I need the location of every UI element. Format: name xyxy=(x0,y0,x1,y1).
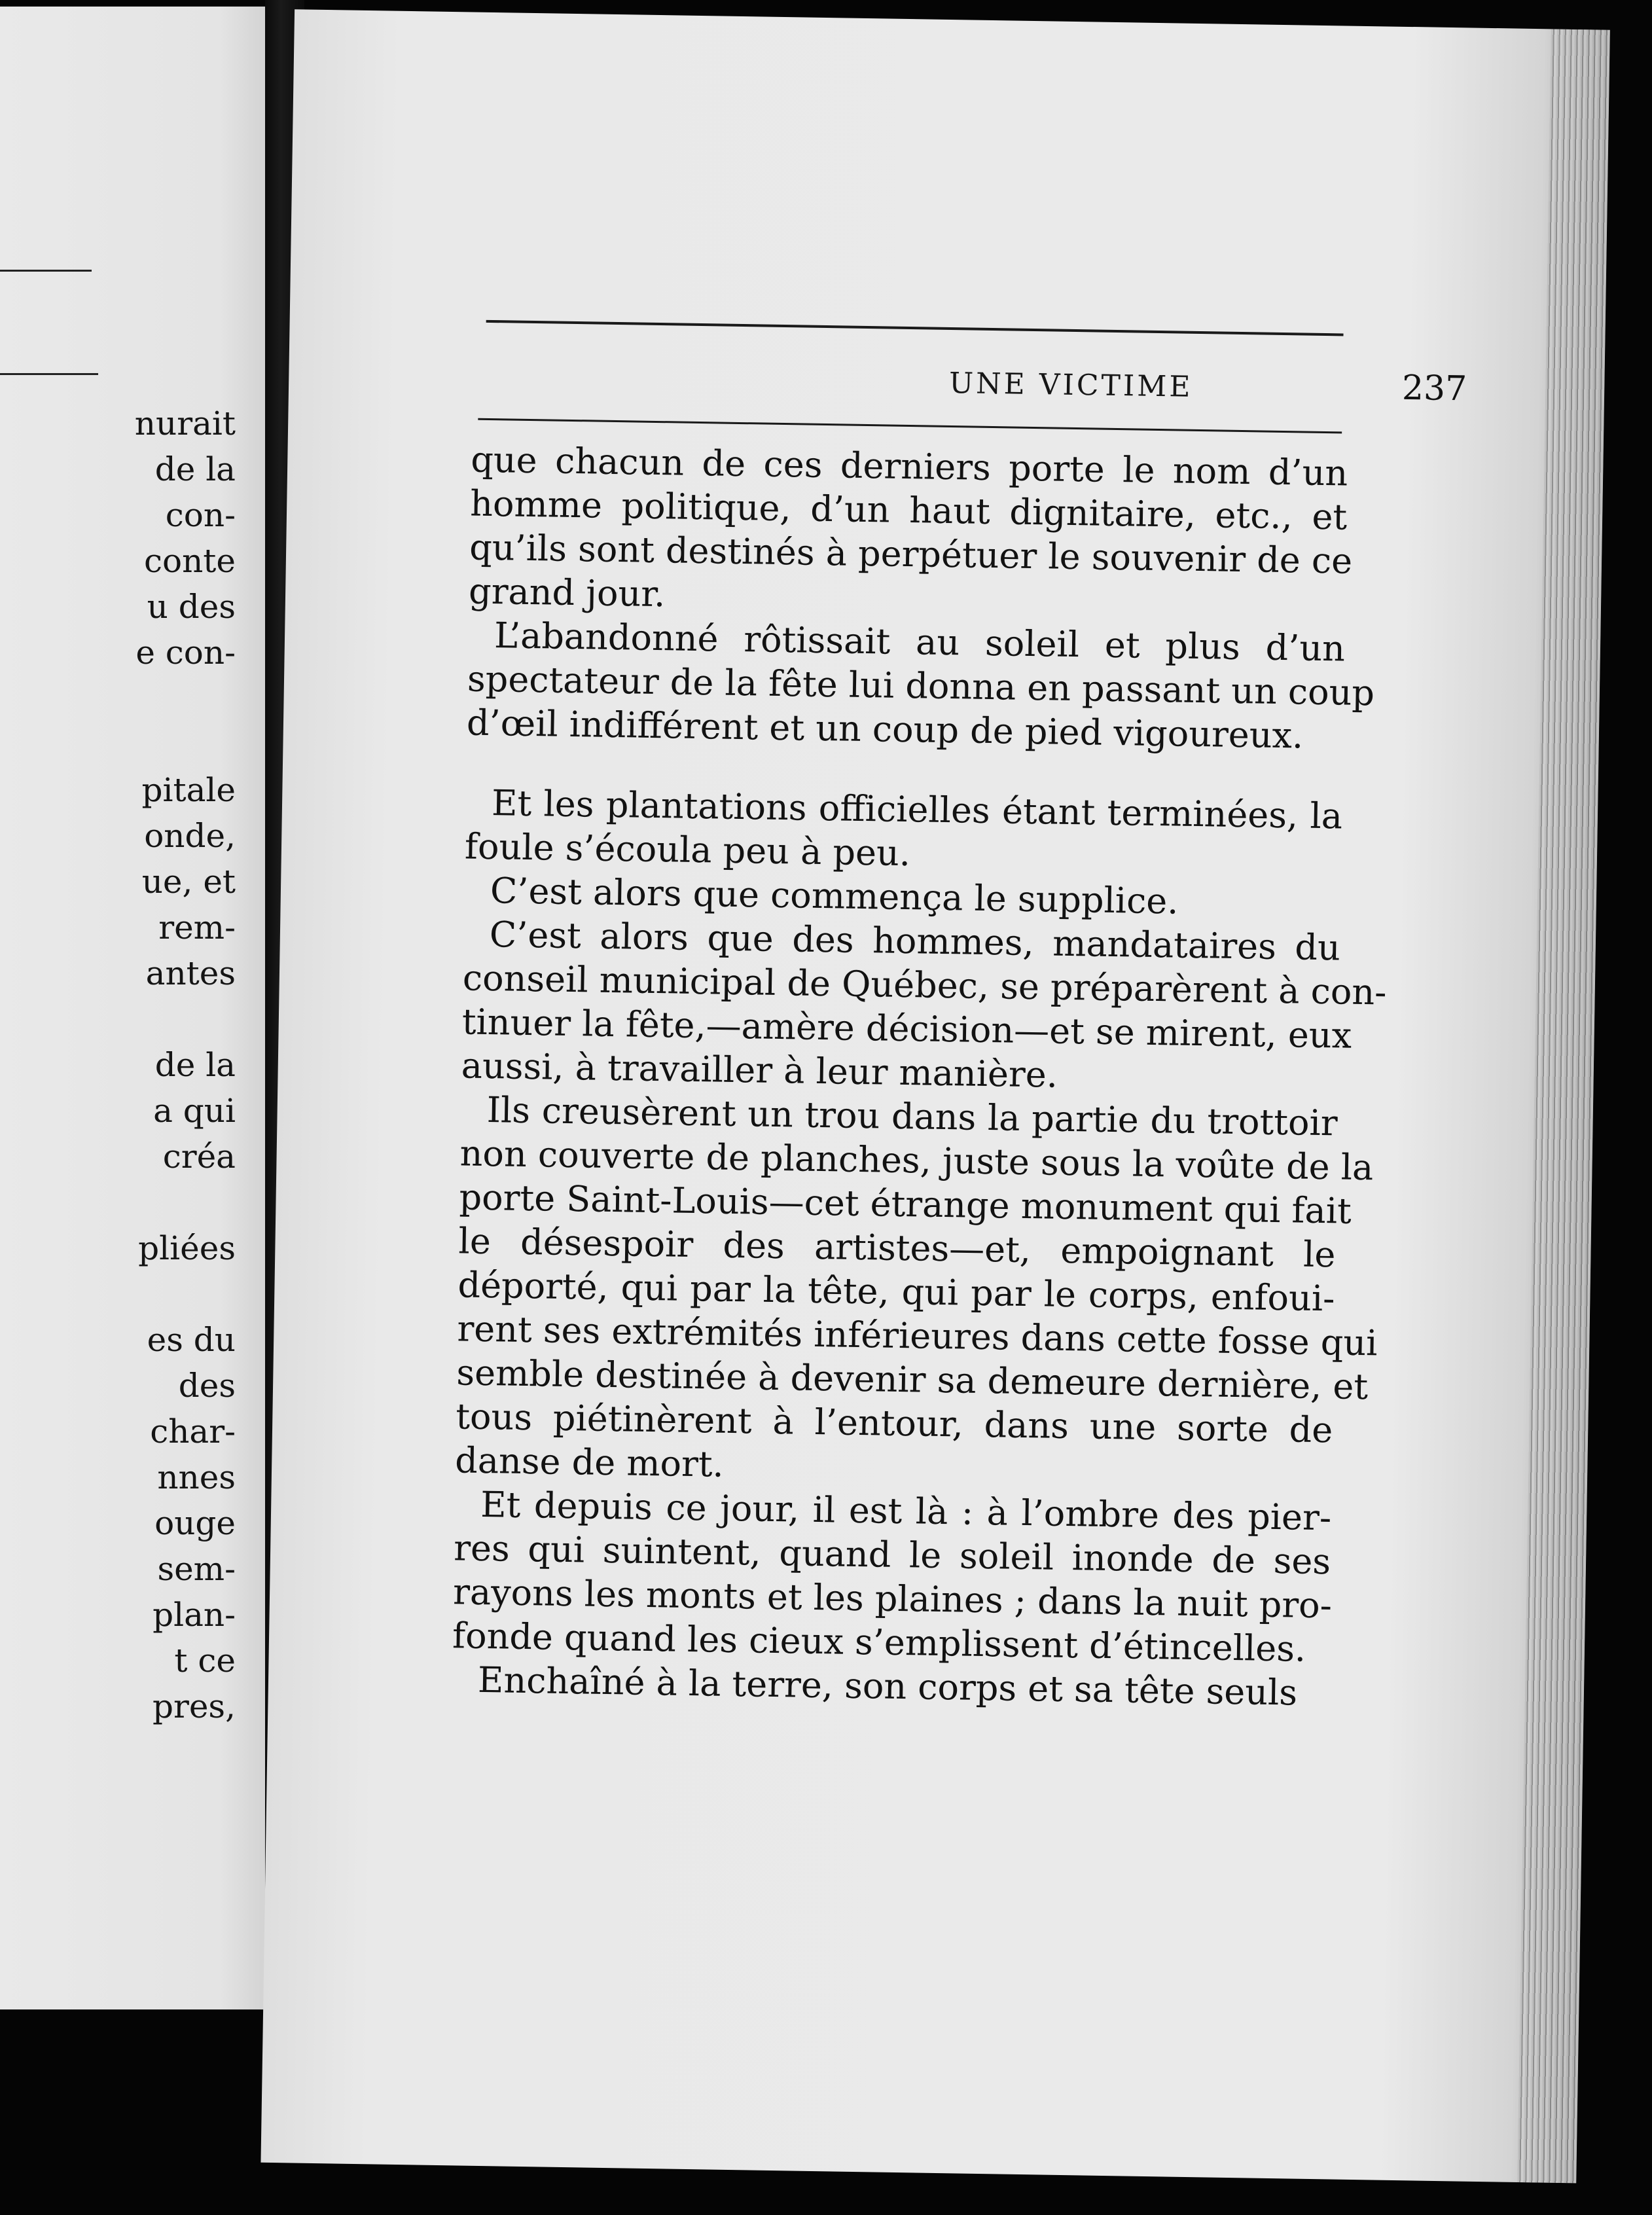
page-number: 237 xyxy=(1401,368,1467,409)
text-line: C’est alors que commença le supplice. xyxy=(490,870,1179,922)
header-rule-top xyxy=(486,320,1344,336)
text-line: rent ses extrémités inférieures dans cette fosse qui xyxy=(456,1308,1378,1364)
left-page-line: de la xyxy=(154,450,236,488)
left-page-line: nurait xyxy=(134,405,236,442)
text-line: spectateur de la fête lui donna en passant un coup xyxy=(467,658,1375,714)
left-page-line: onde, xyxy=(144,817,236,855)
text-line: grand jour. xyxy=(468,570,666,615)
left-page-line: es du xyxy=(147,1321,236,1359)
paragraph xyxy=(465,780,1343,882)
text-line: semble destinée à devenir sa demeure dernière, et xyxy=(456,1352,1369,1408)
left-page-line: e con- xyxy=(135,634,236,672)
left-page-line: nnes xyxy=(157,1458,236,1496)
left-page-line: con- xyxy=(165,496,236,534)
text-line: qu’ils sont destinés à perpétuer le souvenir de ce xyxy=(469,526,1353,582)
left-page-line: pres, xyxy=(152,1687,236,1725)
text-line: Enchaîné à la terre, son corps et sa tête seuls xyxy=(477,1659,1298,1714)
text-line: homme politique, d’un haut dignitaire, etc., et xyxy=(469,482,1348,538)
text-line: non couverte de planches, juste sous la voûte de la xyxy=(459,1132,1374,1189)
left-page-line: de la xyxy=(154,1046,236,1084)
text-line: conseil municipal de Québec, se préparèrent à con- xyxy=(462,957,1387,1013)
paragraph xyxy=(466,613,1375,758)
text-line: fonde quand les cieux s’emplissent d’étincelles. xyxy=(452,1615,1306,1670)
body-text xyxy=(452,438,1387,1716)
text-line: Et depuis ce jour, il est là : à l’ombre des pier- xyxy=(480,1483,1332,1539)
left-page-line: ue, et xyxy=(141,863,236,901)
text-line: L’abandonné rôtissait au soleil et plus d’un xyxy=(494,615,1346,670)
text-line: C’est alors que des hommes, mandataires du xyxy=(489,914,1341,969)
left-page-line: des xyxy=(178,1367,236,1405)
text-line: res qui suintent, quand le soleil inonde de ses xyxy=(453,1527,1331,1583)
left-page xyxy=(0,7,275,2009)
left-page-rule-top xyxy=(0,270,92,272)
text-line: le désespoir des artistes—et, empoignant le xyxy=(458,1220,1336,1276)
left-page-line: créa xyxy=(162,1138,236,1176)
text-line: tous piétinèrent à l’entour, dans une sorte de xyxy=(455,1396,1333,1451)
left-page-rule-bottom xyxy=(0,373,98,375)
left-page-line: char- xyxy=(150,1413,236,1450)
text-line: Et les plantations officielles étant terminées, la xyxy=(491,782,1343,837)
left-page-line: pitale xyxy=(141,771,236,809)
left-page-line: rem- xyxy=(158,909,236,946)
left-page-line: u des xyxy=(147,588,236,626)
left-page-line: conte xyxy=(144,542,236,580)
left-page-line: a qui xyxy=(153,1092,236,1130)
left-page-line: ouge xyxy=(154,1504,236,1542)
header-rule-bottom xyxy=(478,418,1342,434)
paragraph xyxy=(468,438,1353,627)
left-page-line: sem- xyxy=(157,1550,236,1588)
text-line: porte Saint-Louis—cet étrange monument qui fait xyxy=(459,1176,1352,1232)
paragraph xyxy=(452,1482,1332,1671)
text-line: d’œil indifférent et un coup de pied vigoureux. xyxy=(466,702,1304,757)
text-line: tinuer la fête,—amère décision—et se mirent, eux xyxy=(461,1001,1352,1056)
left-page-line: antes xyxy=(145,954,236,992)
text-line: foule s’écoula peu à peu. xyxy=(464,825,911,874)
text-line: que chacun de ces derniers porte le nom d’un xyxy=(470,439,1348,494)
text-line: déporté, qui par la tête, qui par le corps, enfoui- xyxy=(458,1264,1335,1320)
page-edge xyxy=(1517,29,1610,2183)
text-line: Ils creusèrent un trou dans la partie du trottoir xyxy=(486,1089,1338,1144)
paragraph xyxy=(461,912,1387,1101)
text-line: rayons les monts et les plaines ; dans la nuit pro- xyxy=(452,1571,1333,1627)
paragraph xyxy=(454,1087,1378,1496)
left-page-line: t ce xyxy=(174,1642,236,1680)
text-line: danse de mort. xyxy=(454,1439,725,1485)
text-line: aussi, à travailler à leur manière. xyxy=(461,1045,1058,1096)
running-head: UNE VICTIME xyxy=(948,366,1193,404)
left-page-line: plan- xyxy=(153,1596,236,1634)
left-page-line: pliées xyxy=(138,1229,236,1267)
right-page xyxy=(260,9,1609,2183)
